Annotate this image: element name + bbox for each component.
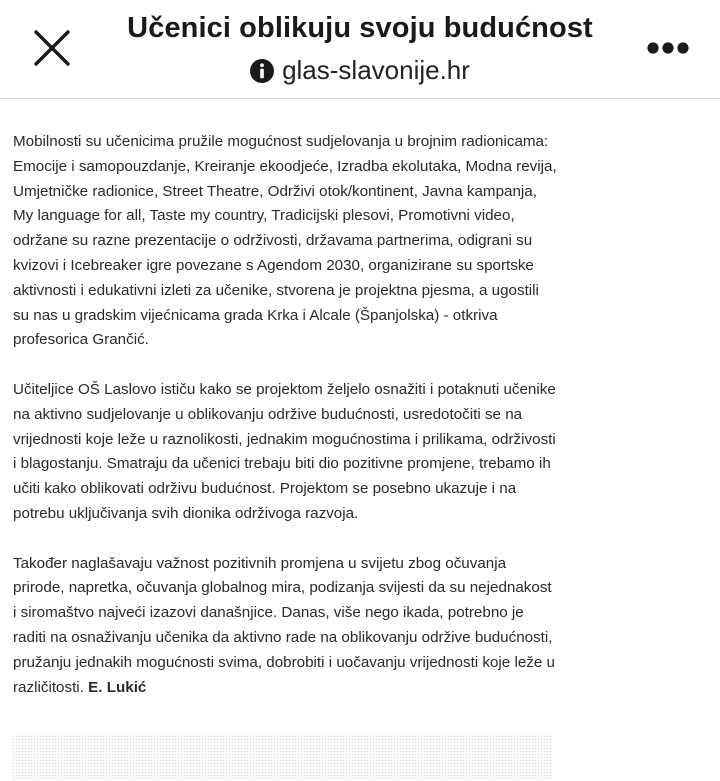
article-author: E. Lukić xyxy=(88,678,147,696)
article-paragraph-text: Također naglašavaju važnost pozitivnih promjena u svijetu zbog očuvanja prirode, napretka, očuvanja globalnog mira, podizanja svijesti da su nejednakost i siromaštvo najveći izazovi današnjice. Danas, više nego ikada, potrebno je raditi na osnaživanju učenika da aktivno rade na oblikovanju održive budućnosti, pružanju jednakih mogućnosti svima, dobrobiti i uočavanju vrijednosti koje leže u različitosti. xyxy=(13,554,555,696)
article-body xyxy=(13,130,558,725)
browser-header xyxy=(0,0,720,99)
article-paragraph: Učiteljice OŠ Laslovo ističu kako se projektom željelo osnažiti i potaknuti učenike na aktivno sudjelovanje u oblikovanju održive budućnosti, usredotočiti se na vrijednosti koje leže u raznolikosti, jednakim mogućnostima i prilikama, održivosti i blagostanju. Smatraju da učenici trebaju biti dio pozitivne promjene, trebamo ih učiti kako oblikovati održivu budućnost. Projektom se posebno ukazuje i na potrebu uključivanja svih dionika održivoga razvoja. xyxy=(13,380,556,522)
ad-placeholder xyxy=(12,735,552,781)
close-icon xyxy=(32,28,72,68)
article-paragraph: Mobilnosti su učenicima pružile mogućnost sudjelovanja u brojnim radionicama: Emocije i samopouzdanje, Kreiranje ekoodjeće, Izradba ekolutaka, Modna revija, Umjetničke radionice, Street Theatre, Održivi otok/kontinent, Javna kampanja, My language for all, Taste my country, Tradicijski plesovi, Promotivni video, održane su razne prezentacije o održivosti, državama partnerima, odigrani su kvizovi i Icebreaker igre povezane s Agendom 2030, organizirane su sportske aktivnosti i edukativni izleti za učenike, stvorena je projektna pjesma, a ugostili su nas u gradskim vijećnicama grada Krka i Alcale (Španjolska) - otkriva profesorica Grančić. xyxy=(13,133,557,349)
more-options-button[interactable] xyxy=(640,24,696,72)
article-paragraph xyxy=(13,552,558,701)
more-horizontal-icon xyxy=(646,41,690,55)
site-domain-row[interactable] xyxy=(110,55,610,86)
site-domain: glas-slavonije.hr xyxy=(282,55,470,85)
page-title: Učenici oblikuju svoju budućnost xyxy=(127,12,593,44)
info-icon[interactable] xyxy=(250,59,274,83)
close-button[interactable] xyxy=(24,20,80,76)
